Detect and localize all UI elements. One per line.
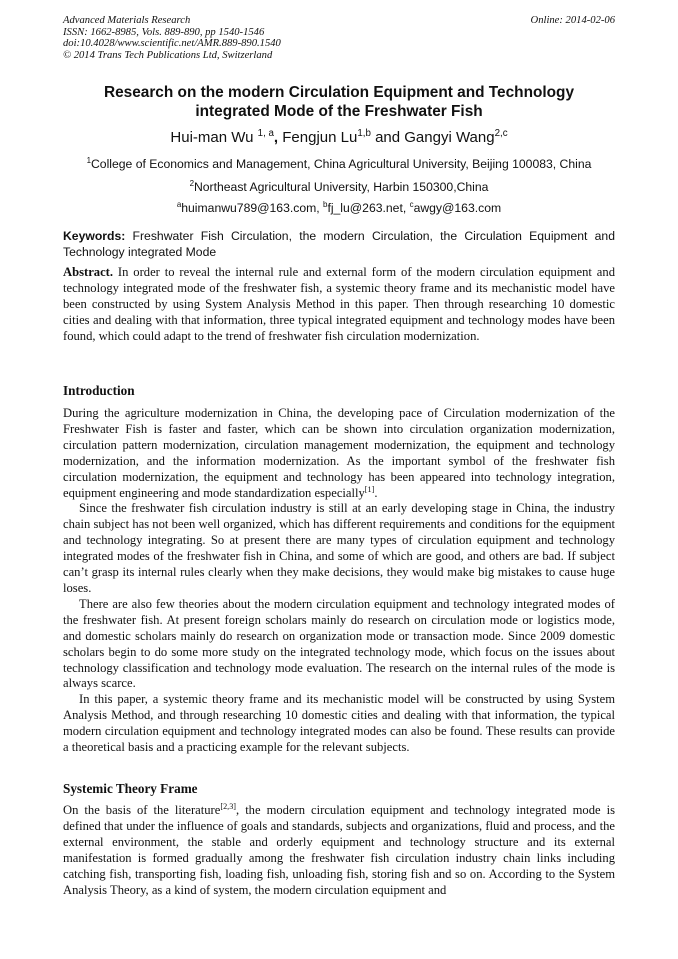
paper-title <box>63 83 615 121</box>
keywords-text: Freshwater Fish Circulation, the modern Circulation, the Circulation Equipment and Technology integrated Mode <box>63 229 615 259</box>
section-heading-introduction: Introduction <box>63 383 135 398</box>
title-line: integrated Mode of the Freshwater Fish <box>195 103 483 120</box>
journal-name: Advanced Materials Research <box>63 15 191 26</box>
affiliation-mark: 1 <box>86 155 91 165</box>
email-mark: a <box>176 199 182 209</box>
paragraph: During the agriculture modernization in China, the developing pace of Circulation modernization of the Freshwater Fish is faster and faster, which can be shown into circulation organization modernization, circulation pattern modernization, circulation management modernization, the equipment and technology modernization, and the information modernization. As the important symbol of the freshwater fish circulation modernization, the equipment and technology has been appeared into technology integration, equipment engineering and mode standardization especially[1]. <box>63 406 615 500</box>
affiliation-text: Northeast Agricultural University, Harbin 150300,China <box>193 180 489 194</box>
title-line: Research on the modern Circulation Equipment and Technology <box>103 84 575 101</box>
author-name: Gangyi Wang <box>404 129 495 146</box>
abstract-label: Abstract. <box>63 265 114 279</box>
email-mark: b <box>323 199 328 209</box>
author-affiliation-mark: 1, a <box>257 128 274 139</box>
author-affiliation-mark: 1,b <box>357 128 371 139</box>
keywords-label: Keywords: <box>63 229 126 243</box>
journal-doi: doi:10.4028/www.scientific.net/AMR.889-890.1540 <box>63 38 281 50</box>
email-link[interactable]: awgy@163.com <box>413 201 502 215</box>
introduction-body <box>63 406 615 756</box>
paragraph: On the basis of the literature[2,3], the modern circulation equipment and technology integrated mode is defined that under the influence of goals and standards, subjects and organizations, fluid and process, and the external environment, the stable and orderly equipment and technology structure and its external manifestation is formed gradually among the freshwater fish circulation industry chain links including catching fish, transporting fish, loading fish, unloading fish, storing fish and so on. According to the System Analysis Theory, as a kind of system, the modern circulation equipment and <box>63 801 615 897</box>
author-conjunction: and <box>375 129 401 146</box>
paragraph: There are also few theories about the modern circulation equipment and technology integrated modes of the freshwater fish. At present foreign scholars mainly do research on circulation mode or logistics mode, and domestic scholars mainly do research on organization mode or transaction mode. Since 2009 domestic scholars begin to do some more study on the integrated technology mode, which focus on the issues about technology classification and technology mode evaluation. The research on the internal rules of the mode is always scarce. <box>63 596 615 691</box>
affiliation-1 <box>63 157 615 172</box>
paragraph: Since the freshwater fish circulation industry is still at an early developing stage in China, the industry chain subject has not been well organized, which has different requirements and conditions for the equipment and technology integrating. So at present there are many types of circulation equipment and technology integrated modes of the freshwater fish in China, and some of which are good, and others are bad. If subject can’t grasp its internal rules clearly when they make decisions, they would make big mistakes to cause huge loses. <box>63 501 615 595</box>
citation-ref[interactable]: [1] <box>364 484 375 494</box>
affiliation-2 <box>63 180 615 195</box>
abstract-text: In order to reveal the internal rule and external form of the modern circulation equipment and technology integrated mode of the freshwater fish, a systemic theory frame and its mechanistic model have been constructed by using System Analysis Method in this paper. Then through researching 10 domestic cities and dealing with that information, three typical integrated equipment and technology modes have been found, which could adapt to the trend of freshwater fish circulation modernization. <box>63 265 615 343</box>
journal-header <box>63 15 281 61</box>
author-name: Fengjun Lu <box>282 129 358 146</box>
journal-copyright: © 2014 Trans Tech Publications Ltd, Switzerland <box>63 49 273 61</box>
author-name: Hui-man Wu <box>170 129 254 146</box>
affiliation-text: College of Economics and Management, China Agricultural University, Beijing 100083, China <box>90 157 592 171</box>
affiliation-mark: 2 <box>189 178 194 188</box>
online-date: Online: 2014-02-06 <box>530 15 615 26</box>
abstract <box>63 265 615 345</box>
paragraph: In this paper, a systemic theory frame and its mechanistic model will be constructed by using System Analysis Method, and through researching 10 domestic cities and dealing with that information, the typical modern circulation equipment and technology integrated modes can also be found. These results can provide a theoretical basis and a practicing example for the relevant subjects. <box>63 692 615 755</box>
author-list: Hui-man Wu $^{1, a}$, Fengjun Lu$^{1,b}$ and Gangyi Wang$^{2,c}$ <box>170 128 508 146</box>
systemic-body <box>63 803 615 898</box>
citation-ref[interactable]: [2,3] <box>220 801 237 811</box>
keywords <box>63 229 615 260</box>
email-link[interactable]: huimanwu789@163.com, <box>181 201 324 215</box>
author-affiliation-mark: 2,c <box>494 128 508 139</box>
email-mark: c <box>409 199 414 209</box>
section-heading-systemic-theory-frame: Systemic Theory Frame <box>63 781 198 796</box>
journal-issn: ISSN: 1662-8985, Vols. 889-890, pp 1540-1546 <box>63 26 265 38</box>
author-emails <box>63 201 615 216</box>
email-link[interactable]: fj_lu@263.net, <box>327 201 410 215</box>
